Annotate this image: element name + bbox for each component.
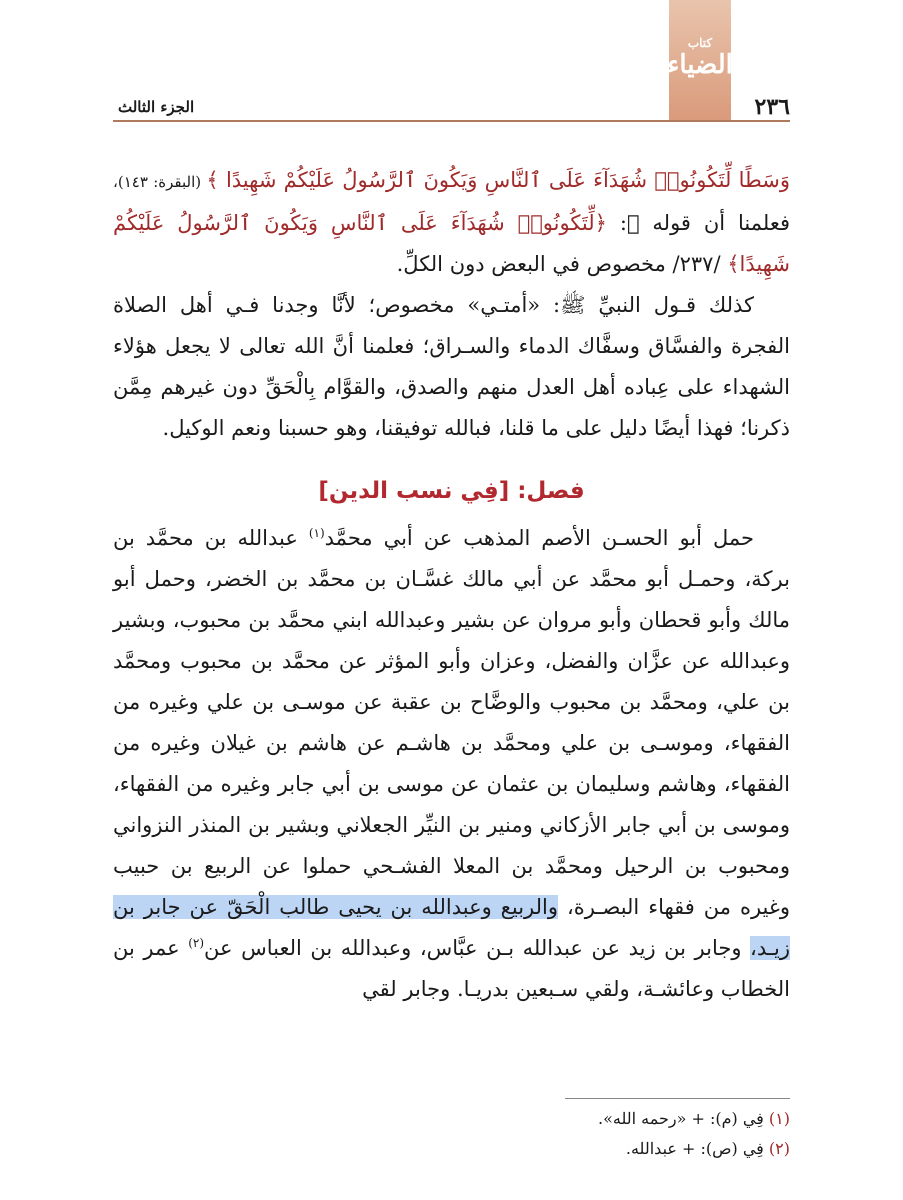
footnote-text: فِي (ص): + عبدالله. bbox=[625, 1139, 769, 1158]
quran-verse: وَسَطًا لِّتَكُونُوا۟ شُهَدَآءَ عَلَى ٱلنَّاسِ وَيَكُونَ ٱلرَّسُولُ عَلَيْكُمْ شَهِيدًا ﴾ bbox=[206, 168, 790, 192]
main-text bbox=[113, 160, 790, 1010]
paragraph-1 bbox=[113, 160, 790, 285]
section-title: فصل: [فِي نسب الدين] bbox=[318, 478, 585, 504]
paragraph-text: عبدالله بن محمَّد بن بركة، وحمـل أبو محمَّد عن أبي مالك غسَّـان بن محمَّد بن الخضر، وحمل أبو مالك وأبو قحطان وأبو مروان عن بشير وعبدالله ابني محمَّد بن محبوب، وبشير وعبدالله عن عزَّان والفضل، وعزان وأبو المؤثر عن محمَّد بن محبوب ومحمَّد بن علي، ومحمَّد بن محبوب والوضَّاح بن عقبة عن موسـى بن علي وغيره من الفقهاء، وموسـى بن علي ومحمَّد بن هاشـم عن هاشم بن غيلان وغيره من الفقهاء، وهاشم وسليمان بن عثمان عن موسى بن أبي جابر وغيره من الفقهاء، وموسى بن أبي جابر الأزكاني ومنير بن النيِّر الجعلاني وبشير بن المنذر النزواني ومحبوب بن الرحيل ومحمَّد بن المعلا الفشـحي حملوا عن الربيع بن حبيب وغيره من فقهاء البصـرة، bbox=[113, 526, 790, 919]
footnote-number: (١) bbox=[768, 1109, 790, 1128]
page-number: ٢٣٦ bbox=[754, 94, 790, 120]
footnote-1 bbox=[113, 1104, 790, 1134]
footnote-rule bbox=[565, 1098, 790, 1099]
highlighted-text[interactable]: والربيع وعبدالله بن يحيى طالب الْحَقّ عن جابر بن زيـد، bbox=[113, 895, 790, 960]
paragraph-text: عمر بن الخطاب وعائشـة، ولقي سـبعين بدريـا. وجابر لقي bbox=[113, 936, 790, 1001]
paragraph-text: حمل أبو الحسـن الأصم المذهب عن أبي محمَّد bbox=[324, 526, 754, 550]
quran-verse-2: ﴿لِّتَكُونُوا۟ شُهَدَآءَ عَلَى ٱلنَّاسِ وَيَكُونَ ٱلرَّسُولُ عَلَيْكُمْ شَهِيدًا﴾ bbox=[113, 211, 790, 276]
paragraph-text: فعلمنا أن قوله ﷻ: bbox=[606, 211, 790, 235]
paragraph-3 bbox=[113, 518, 790, 1010]
footnote-ref-1[interactable]: (١) bbox=[308, 526, 325, 540]
footnotes bbox=[113, 1104, 790, 1164]
footnote-number: (٢) bbox=[768, 1139, 790, 1158]
footnote-2 bbox=[113, 1134, 790, 1164]
volume-title: الجزء الثالث bbox=[118, 98, 195, 116]
verse-reference: (البقرة: ١٤٣)، bbox=[113, 173, 207, 191]
footnote-ref-2[interactable]: (٢) bbox=[188, 936, 205, 950]
paragraph-text-end: /٢٣٧/ مخصوص في البعض دون الكلِّ. bbox=[396, 252, 728, 276]
paragraph-text: وجابر بن زيد عن عبدالله بـن عبَّاس، وعبدالله بن العباس عن bbox=[204, 936, 751, 960]
logo-top-text: كتاب bbox=[687, 36, 713, 50]
logo-main-text: الضياء bbox=[667, 50, 733, 80]
footnote-text: فِي (م): + «رحمه الله». bbox=[598, 1109, 769, 1128]
header-rule bbox=[113, 120, 790, 122]
book-logo bbox=[669, 0, 731, 122]
page-header bbox=[0, 0, 903, 125]
paragraph-2: كذلك قـول النبيِّ ﷺ: «أمتـي» مخصوص؛ لأنَّا وجدنا فـي أهل الصلاة الفجرة والفسَّاق وسفَّاك الدماء والسـراق؛ فعلمنا أنَّ الله تعالى لا يجعل هؤلاء الشهداء على عِباده أهل العدل منهم والصدق، والقوَّام بِالْحَقِّ دون غيرهم مِمَّن ذكرنا؛ فهذا أيضًا دليل على ما قلنا، فبالله توفيقنا، وهو حسبنا ونعم الوكيل. bbox=[113, 293, 790, 440]
